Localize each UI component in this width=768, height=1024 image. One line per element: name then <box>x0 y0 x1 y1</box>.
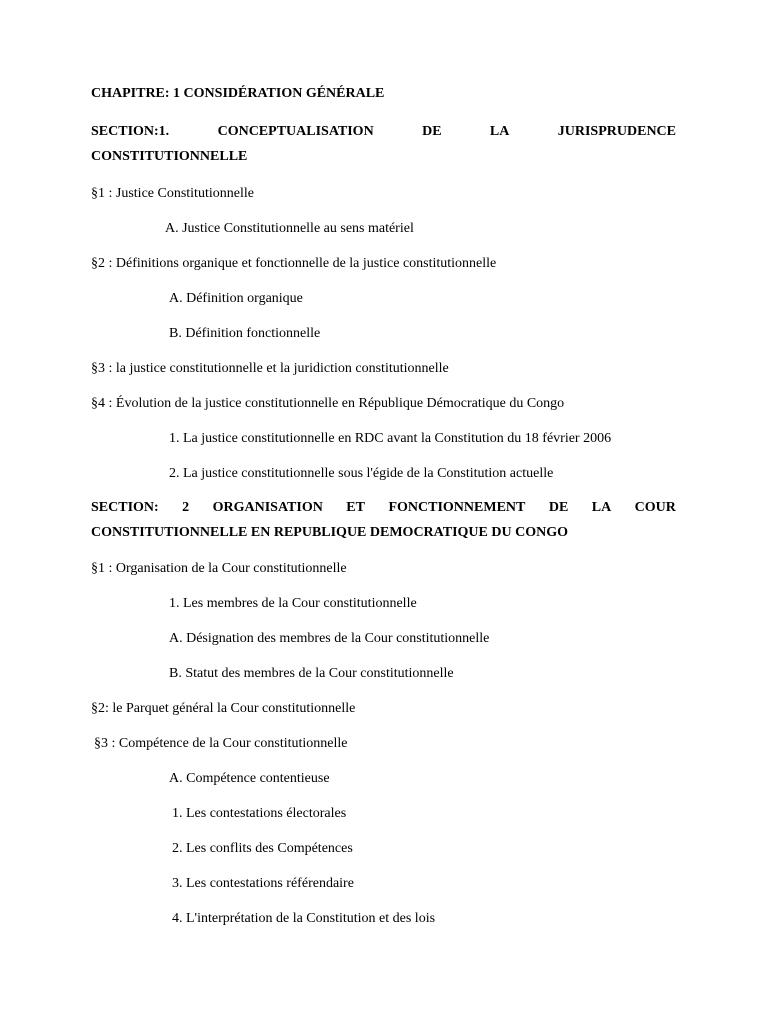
outline-item: §1 : Justice Constitutionnelle <box>91 186 254 201</box>
heading-word: SECTION:1. <box>91 124 170 139</box>
outline-item: §4 : Évolution de la justice constitutionnelle en République Démocratique du Congo <box>91 396 565 411</box>
heading-word: DE <box>548 500 569 515</box>
section-1-heading-line-2: CONSTITUTIONNELLE <box>91 149 248 164</box>
heading-word: FONCTIONNEMENT <box>388 500 526 515</box>
outline-item: 1. La justice constitutionnelle en RDC avant la Constitution du 18 février 2006 <box>169 431 612 446</box>
section-2-heading-line-2: CONSTITUTIONNELLE EN REPUBLIQUE DEMOCRATIQUE DU CONGO <box>91 525 568 540</box>
outline-item: 1. Les membres de la Cour constitutionnelle <box>169 596 417 611</box>
heading-word: CONCEPTUALISATION <box>217 124 374 139</box>
outline-item: §2 : Définitions organique et fonctionnelle de la justice constitutionnelle <box>91 256 497 271</box>
section-2-heading-line-1 <box>91 495 676 520</box>
outline-item: 2. La justice constitutionnelle sous l'égide de la Constitution actuelle <box>169 466 554 481</box>
section-1-heading <box>91 119 676 169</box>
outline-item: §3 : Compétence de la Cour constitutionnelle <box>94 736 348 751</box>
outline-item: §2: le Parquet général la Cour constitutionnelle <box>91 701 356 716</box>
heading-word: COUR <box>634 500 676 515</box>
heading-word: LA <box>489 124 510 139</box>
outline-item: 3. Les contestations référendaire <box>172 876 354 891</box>
outline-item: B. Définition fonctionnelle <box>169 326 321 341</box>
heading-word: ET <box>346 500 365 515</box>
outline-item: B. Statut des membres de la Cour constitutionnelle <box>169 666 454 681</box>
chapter-title: CHAPITRE: 1 CONSIDÉRATION GÉNÉRALE <box>91 86 385 101</box>
document-page <box>91 84 676 929</box>
outline-item: §1 : Organisation de la Cour constitutionnelle <box>91 561 347 576</box>
heading-word: SECTION: <box>91 500 159 515</box>
outline-item: A. Définition organique <box>169 291 303 306</box>
section-2-heading <box>91 495 676 545</box>
outline-item: 1. Les contestations électorales <box>172 806 347 821</box>
outline-item: 2. Les conflits des Compétences <box>172 841 353 856</box>
heading-word: LA <box>591 500 612 515</box>
heading-word: 2 <box>182 500 190 515</box>
heading-word: ORGANISATION <box>212 500 323 515</box>
outline-item: A. Justice Constitutionnelle au sens matériel <box>165 221 414 236</box>
heading-word: JURISPRUDENCE <box>557 124 676 139</box>
heading-word: DE <box>422 124 442 139</box>
outline-item: A. Désignation des membres de la Cour constitutionnelle <box>169 631 490 646</box>
outline-item: A. Compétence contentieuse <box>169 771 330 786</box>
outline-item: §3 : la justice constitutionnelle et la juridiction constitutionnelle <box>91 361 449 376</box>
outline-item: 4. L'interprétation de la Constitution et des lois <box>172 911 436 926</box>
section-1-heading-line-1 <box>91 119 676 144</box>
